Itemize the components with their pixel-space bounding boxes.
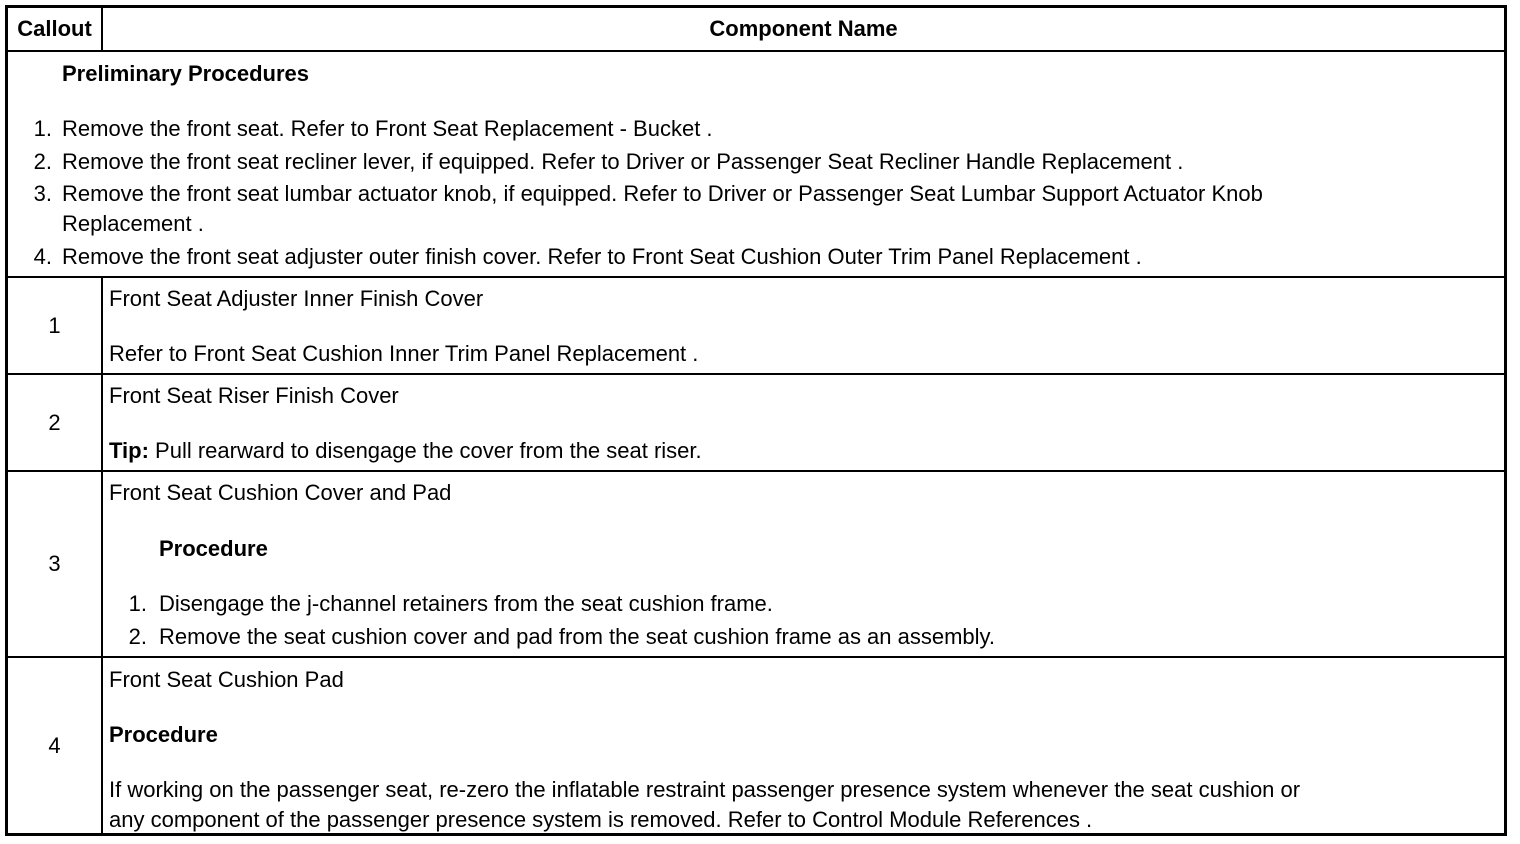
- preliminary-title: Preliminary Procedures: [62, 61, 310, 86]
- component-table: [5, 5, 1507, 836]
- component-name: Front Seat Adjuster Inner Finish Cover: [109, 286, 484, 311]
- table-row: [8, 658, 1504, 833]
- component-note: Refer to Front Seat Cushion Inner Trim Panel Replacement .: [109, 341, 699, 366]
- procedure-step-text: Remove the seat cushion cover and pad from the seat cushion frame as an assembly.: [159, 624, 996, 649]
- preliminary-step-number: 2.: [33, 149, 52, 174]
- preliminary-step-number: 3.: [33, 181, 52, 206]
- component-name: Front Seat Riser Finish Cover: [109, 383, 399, 408]
- callout-number: 3: [8, 472, 103, 656]
- preliminary-step-text: Remove the front seat lumbar actuator knob, if equipped. Refer to Driver or Passenger Seat Lumbar Support Actuator Knob: [62, 181, 1263, 206]
- header-callout: Callout: [8, 8, 103, 50]
- callout-number: 1: [8, 278, 103, 373]
- callout-number: 4: [8, 658, 103, 833]
- component-name: Front Seat Cushion Pad: [109, 667, 344, 692]
- component-cell: [103, 472, 1504, 656]
- procedure-step-text: Disengage the j-channel retainers from the seat cushion frame.: [159, 591, 773, 616]
- table-row: [8, 472, 1504, 658]
- header-component-name: Component Name: [709, 16, 898, 41]
- preliminary-step-number: 4.: [33, 244, 52, 269]
- preliminary-step-text: Remove the front seat recliner lever, if equipped. Refer to Driver or Passenger Seat Recliner Handle Replacement .: [62, 149, 1184, 174]
- component-cell: [103, 375, 1504, 470]
- component-cell: [103, 658, 1504, 833]
- callout-number: 2: [8, 375, 103, 470]
- table-header-row: [8, 8, 1504, 52]
- table-row: [8, 278, 1504, 375]
- tip-label: Tip:: [109, 438, 149, 463]
- tip-text: Pull rearward to disengage the cover from the seat riser.: [148, 438, 702, 463]
- component-name: Front Seat Cushion Cover and Pad: [109, 480, 452, 505]
- component-cell: [103, 278, 1504, 373]
- table-row: [8, 375, 1504, 472]
- tip: [109, 436, 702, 466]
- procedure-step-number: 1.: [128, 591, 147, 616]
- component-note-continued: any component of the passenger presence system is removed. Refer to Control Module References .: [109, 807, 1093, 832]
- procedure-title: Procedure: [159, 536, 268, 561]
- procedure-title: Procedure: [109, 722, 218, 747]
- preliminary-step-number: 1.: [33, 116, 52, 141]
- preliminary-step-text: Remove the front seat. Refer to Front Seat Replacement - Bucket .: [62, 116, 713, 141]
- procedure-step-number: 2.: [128, 624, 147, 649]
- preliminary-procedures-row: [8, 52, 1504, 278]
- preliminary-step-text-continued: Replacement .: [62, 211, 204, 236]
- component-note: If working on the passenger seat, re-zero the inflatable restraint passenger presence system whenever the seat cushion or: [109, 777, 1301, 802]
- preliminary-step-text: Remove the front seat adjuster outer finish cover. Refer to Front Seat Cushion Outer Trim Panel Replacement .: [62, 244, 1142, 269]
